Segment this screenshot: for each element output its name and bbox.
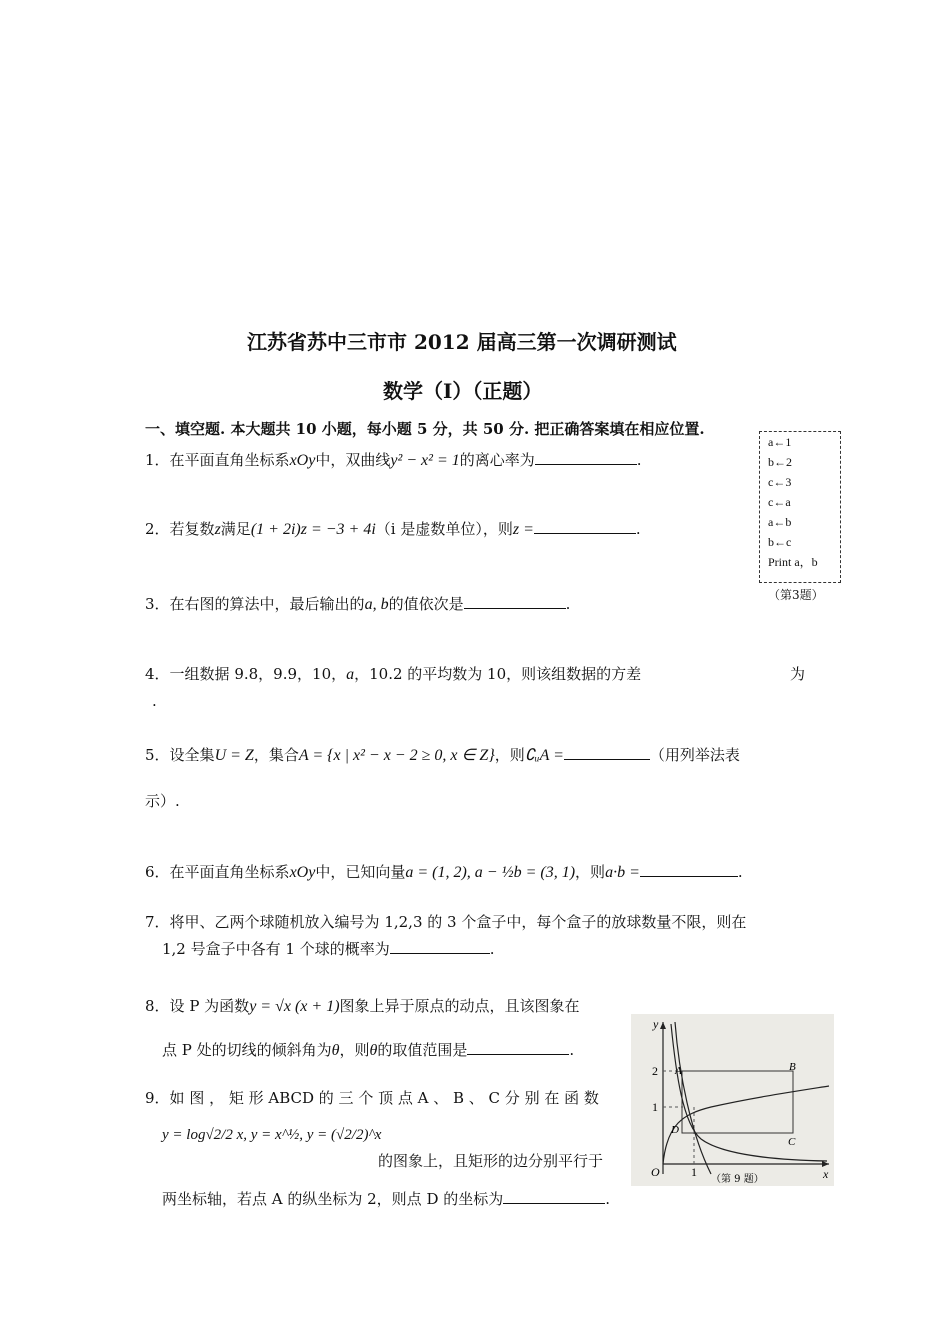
question-text: 若复数 <box>169 520 215 538</box>
question-4 <box>145 664 641 685</box>
question-text: 设 P 为函数 <box>169 997 250 1015</box>
question-3 <box>145 594 570 615</box>
question-number: 1． <box>145 451 170 469</box>
graph-figure <box>631 1014 834 1186</box>
question-end: . <box>737 863 743 881</box>
question-8-line-2 <box>162 1040 574 1061</box>
label-x: x <box>823 1167 829 1181</box>
math-expression: xOy <box>289 864 316 881</box>
math-expression: y = log√2/2 x, y = x^½, y = (√2/2)^x <box>162 1127 382 1143</box>
question-text: 点 P 处的切线的倾斜角为 <box>162 1041 332 1059</box>
answer-blank[interactable] <box>390 939 490 954</box>
math-expression: xOy <box>289 452 316 469</box>
question-text: ，集合 <box>253 746 299 764</box>
math-expression: (1 + 2i)z = −3 + 4i <box>250 521 376 538</box>
label-d: D <box>671 1124 679 1136</box>
math-expression: z <box>214 521 221 538</box>
question-text: 如 图 ， 矩 形 ABCD 的 三 个 顶 点 A 、 B 、 C 分 别 在 函 数 <box>169 1089 599 1107</box>
question-text: 设全集 <box>169 746 215 764</box>
question-text: 示）. <box>145 792 180 810</box>
answer-blank[interactable] <box>464 594 566 609</box>
question-7-line-2 <box>162 939 495 959</box>
question-number: 9． <box>145 1089 170 1107</box>
algorithm-line: b←2 <box>768 455 792 469</box>
question-number: 4． <box>145 665 170 683</box>
algorithm-box <box>759 431 841 583</box>
question-text: 在平面直角坐标系 <box>169 451 290 469</box>
label-tick-1y: 1 <box>652 1100 658 1114</box>
figure-9 <box>631 1014 834 1186</box>
question-text: （i 是虚数单位），则 <box>375 520 513 538</box>
question-2 <box>145 519 641 540</box>
question-text: 一组数据 9.8，9.9，10， <box>169 665 347 683</box>
math-expression: A = {x | x² − x − 2 ≥ 0, x ∈ Z} <box>298 747 495 764</box>
question-text: 中，已知向量 <box>315 863 406 881</box>
question-number: 3． <box>145 595 170 613</box>
page-title: 江苏省苏中三市市 2012 届高三第一次调研测试 <box>247 330 677 354</box>
answer-blank[interactable] <box>640 862 738 877</box>
math-expression: a <box>346 666 355 683</box>
math-expression: a·b = <box>605 864 640 881</box>
y-axis-arrow <box>660 1022 666 1029</box>
math-expression: a, b <box>364 596 389 613</box>
question-end: . <box>565 595 571 613</box>
question-text: ，则 <box>494 746 525 764</box>
question-9-functions <box>162 1124 381 1144</box>
question-number: 8． <box>145 997 170 1015</box>
label-c: C <box>788 1136 796 1148</box>
question-number: 7． <box>145 913 170 931</box>
answer-blank[interactable] <box>564 745 650 760</box>
answer-blank[interactable] <box>534 519 636 534</box>
algorithm-line: a←1 <box>768 435 792 449</box>
math-expression: y = √x (x + 1) <box>249 998 340 1015</box>
algorithm-line: c←3 <box>768 475 792 489</box>
question-end: . <box>152 692 157 710</box>
question-text: ，10.2 的平均数为 10，则该组数据的方差 <box>354 665 642 683</box>
algorithm-line: a←b <box>768 515 792 529</box>
question-text: 的图象上，且矩形的边分别平行于 <box>378 1152 604 1170</box>
question-text: ，则 <box>339 1041 370 1059</box>
question-text: 中，双曲线 <box>315 451 391 469</box>
question-end: . <box>569 1041 575 1059</box>
label-y: y <box>653 1017 659 1031</box>
math-expression: θ <box>369 1042 378 1059</box>
label-a: A <box>675 1065 682 1077</box>
question-text: ，则 <box>575 863 606 881</box>
label-tick-1x: 1 <box>691 1165 697 1179</box>
section-heading: 一、填空题. 本大题共 10 小题，每小题 5 分，共 50 分. 把正确答案填在相应位置. <box>145 420 705 438</box>
answer-blank[interactable] <box>535 450 637 465</box>
label-origin: O <box>651 1165 660 1179</box>
question-text: （用列举法表 <box>649 746 740 764</box>
question-text: 在右图的算法中，最后输出的 <box>169 595 365 613</box>
question-text: 在平面直角坐标系 <box>169 863 290 881</box>
answer-blank[interactable] <box>467 1040 569 1055</box>
algorithm-caption: （第3题） <box>768 588 824 602</box>
question-number: 2． <box>145 520 170 538</box>
curve-exponential <box>671 1024 827 1161</box>
question-end: . <box>635 520 641 538</box>
algorithm-line: Print a，b <box>768 555 818 569</box>
label-b: B <box>789 1061 796 1073</box>
question-end: . <box>636 451 642 469</box>
algorithm-line: c←a <box>768 495 791 509</box>
curve-logarithm <box>675 1022 711 1174</box>
question-text: 的离心率为 <box>459 451 535 469</box>
question-6 <box>145 862 743 883</box>
label-tick-2: 2 <box>652 1064 658 1078</box>
question-text: 将甲、乙两个球随机放入编号为 1,2,3 的 3 个盒子中，每个盒子的放球数量不限，则在 <box>169 913 747 931</box>
figure-caption: （第 9 题） <box>711 1174 764 1185</box>
question-text: 1,2 号盒子中各有 1 个球的概率为 <box>162 940 390 958</box>
question-9 <box>145 1088 599 1108</box>
question-7 <box>145 912 746 932</box>
question-text: 满足 <box>220 520 251 538</box>
question-text: 为 <box>790 665 806 683</box>
answer-blank[interactable] <box>503 1189 605 1204</box>
question-text: 的值依次是 <box>388 595 464 613</box>
math-expression: z = <box>512 521 534 538</box>
question-number: 5． <box>145 746 170 764</box>
question-text: 的取值范围是 <box>377 1041 468 1059</box>
algorithm-line: b←c <box>768 535 792 549</box>
math-expression: y² − x² = 1 <box>390 452 460 469</box>
math-expression: U = Z <box>214 747 254 764</box>
question-end: . <box>489 940 495 958</box>
question-5 <box>145 745 740 766</box>
curve-power <box>663 1086 829 1164</box>
page-subtitle: 数学（I）（正题） <box>383 379 543 403</box>
question-1 <box>145 450 642 471</box>
math-expression: θ <box>331 1042 340 1059</box>
math-expression: ∁ᵤA = <box>524 747 564 764</box>
question-text: 图象上异于原点的动点，且该图象在 <box>339 997 580 1015</box>
question-end: . <box>605 1190 611 1208</box>
question-text: 两坐标轴，若点 A 的纵坐标为 2，则点 D 的坐标为 <box>162 1190 504 1208</box>
math-expression: a = (1, 2), a − ½b = (3, 1) <box>405 864 576 881</box>
question-number: 6． <box>145 863 170 881</box>
question-8 <box>145 996 580 1017</box>
question-9-line-3 <box>162 1189 610 1209</box>
